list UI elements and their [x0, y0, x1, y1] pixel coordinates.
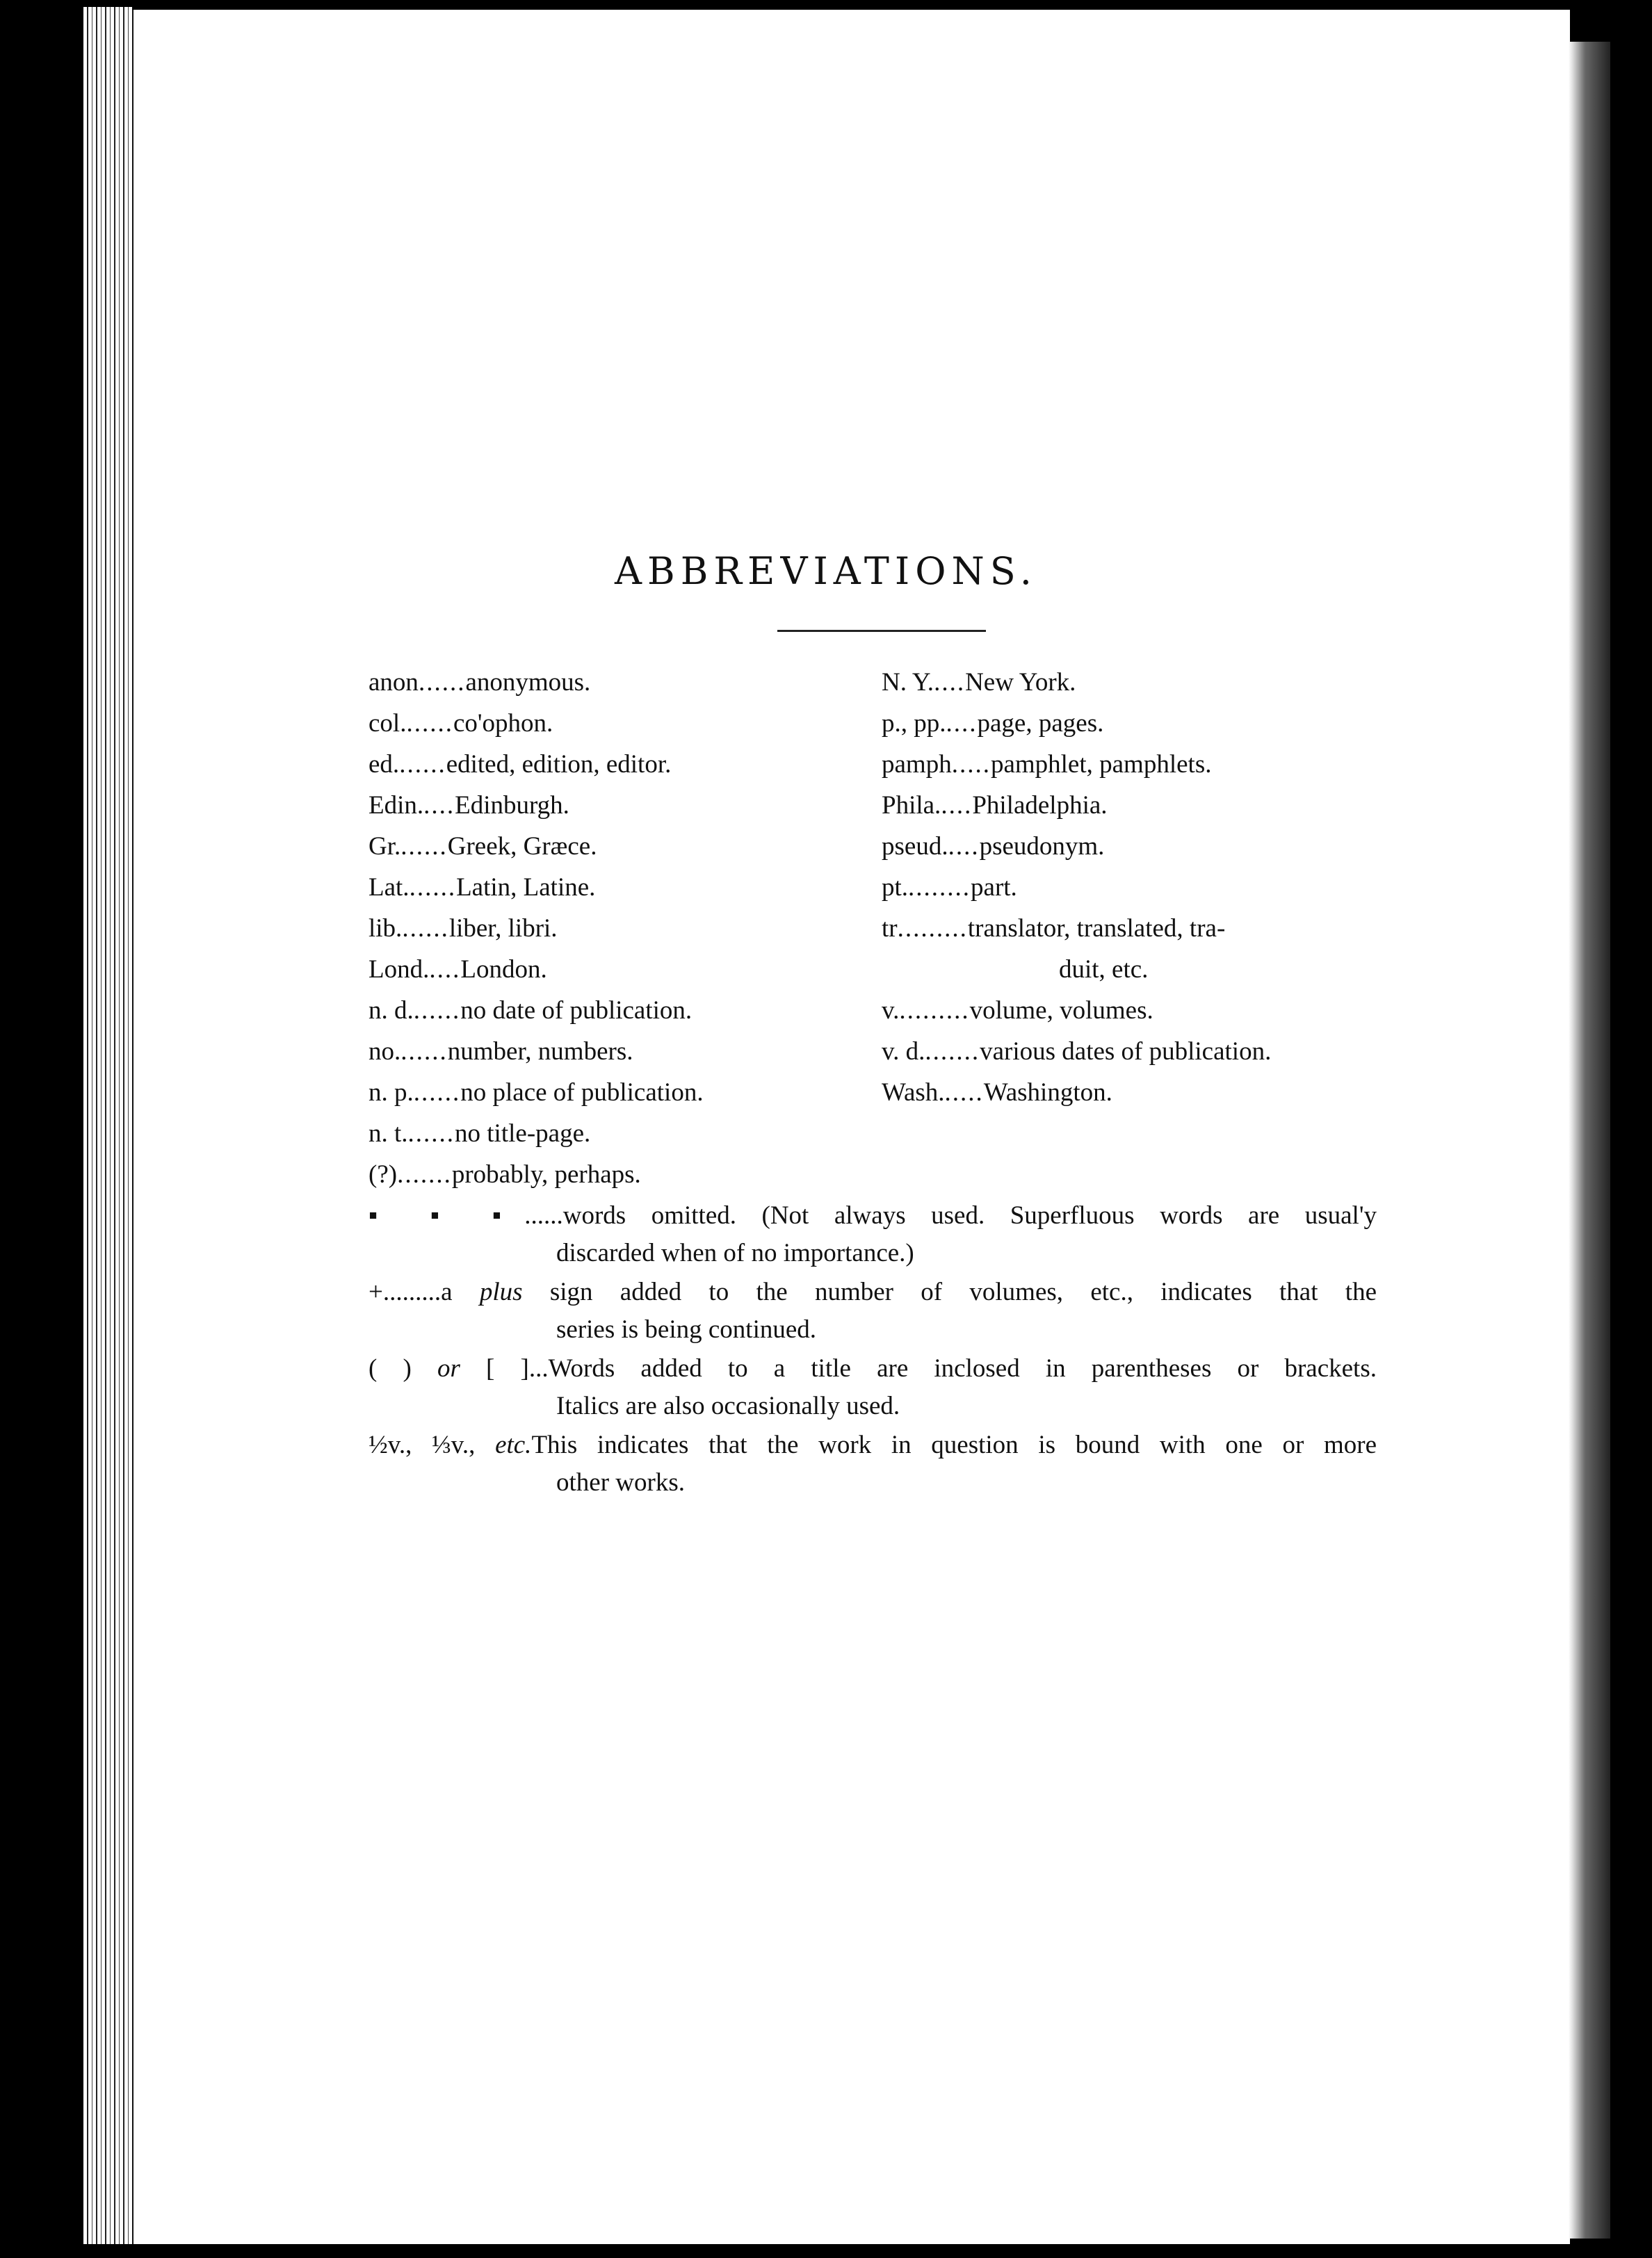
leader-dots: ......: [413, 996, 461, 1025]
abbreviation: pamph: [882, 750, 952, 779]
note-omitted-line1: [369, 1197, 1377, 1235]
note-bound: [369, 1427, 1377, 1502]
bracket-or: or: [437, 1354, 460, 1383]
bracket-marker-b: [ ]: [460, 1354, 529, 1383]
abbreviation: Edin.: [369, 791, 424, 820]
note-text: This indicates that the work in question is bound with one or more: [531, 1431, 1377, 1459]
leader-dots: ....: [946, 709, 978, 738]
leader-dots: ......: [409, 873, 457, 902]
abbreviation-meaning: London.: [460, 955, 547, 984]
leader-dots: ......: [406, 709, 453, 738]
abbreviation-entry: [369, 662, 813, 703]
abbreviation-meaning: pamphlet, pamphlets.: [990, 750, 1212, 779]
title-rule: [777, 630, 986, 632]
fraction-etc: etc.: [495, 1431, 532, 1459]
abbreviation-entry: [369, 1113, 813, 1154]
abbreviation-entry: [369, 1072, 813, 1113]
abbreviation-meaning: volume, volumes.: [969, 996, 1153, 1025]
abbreviation-entry: [882, 1072, 1382, 1113]
leader-dots: ....: [948, 832, 980, 861]
abbreviation-meaning: co'ophon.: [453, 709, 553, 738]
note-text-italic: plus: [479, 1278, 523, 1306]
abbreviation-entry: [882, 908, 1382, 949]
left-abbreviation-list: [369, 662, 813, 1195]
note-bound-line2: other works.: [556, 1468, 685, 1497]
leader-dots: ....: [934, 668, 966, 697]
note-dots: ......: [524, 1201, 563, 1230]
leader-dots: ......: [413, 1078, 461, 1107]
abbreviation-entry: [369, 1154, 813, 1195]
leader-dots: ......: [400, 1037, 448, 1066]
entry-continuation: duit, etc.: [1059, 955, 1149, 984]
abbreviation: lib.: [369, 914, 403, 943]
abbreviation: Gr.: [369, 832, 401, 861]
abbreviation-entry: [882, 1031, 1382, 1072]
abbreviation-meaning: pseudonym.: [979, 832, 1105, 861]
leader-dots: .......: [925, 1037, 980, 1066]
fraction-marker: ½v., ⅓v.,: [369, 1431, 496, 1459]
leader-dots: ......: [400, 832, 448, 861]
leader-dots: ......: [407, 1119, 455, 1148]
leader-dots: ......: [399, 750, 446, 779]
page-title: ABBREVIATIONS.: [615, 549, 1037, 593]
abbreviation-meaning: part.: [971, 873, 1017, 902]
abbreviation-entry: [369, 1031, 813, 1072]
note-brackets-line2: Italics are also occasionally used.: [556, 1392, 900, 1420]
abbreviation-meaning: Washington.: [983, 1078, 1112, 1107]
abbreviation-entry: [882, 703, 1382, 744]
note-dots: .........: [382, 1278, 442, 1306]
note-text: Words added to a title are inclosed in parentheses or brackets.: [548, 1354, 1377, 1383]
right-abbreviation-list: [882, 662, 1382, 1113]
abbreviation-meaning: edited, edition, editor.: [446, 750, 672, 779]
abbreviation-meaning: translator, translated, tra-: [967, 914, 1226, 943]
abbreviation-entry: [369, 826, 813, 867]
abbreviation: tr: [882, 914, 898, 943]
note-text: words omitted. (Not always used. Superfluous words are usual'y: [562, 1201, 1377, 1230]
abbreviation-meaning: Philadelphia.: [972, 791, 1108, 820]
note-plus-line2: series is being continued.: [556, 1315, 817, 1344]
abbreviation-entry: [369, 867, 813, 908]
abbreviation-entry: [882, 990, 1382, 1031]
note-brackets: [369, 1350, 1377, 1425]
leader-dots: ........: [908, 873, 971, 902]
abbreviation-meaning: liber, libri.: [448, 914, 558, 943]
abbreviation: (?): [369, 1160, 398, 1189]
plus-marker: +: [369, 1278, 383, 1306]
abbreviation: n. p.: [369, 1078, 414, 1107]
leader-dots: .......: [397, 1160, 452, 1189]
abbreviation: pt.: [882, 873, 909, 902]
abbreviation: Lat.: [369, 873, 410, 902]
abbreviation: anon: [369, 668, 419, 697]
abbreviation-meaning: Edinburgh.: [455, 791, 569, 820]
abbreviation-meaning: New York.: [965, 668, 1076, 697]
leader-dots: .........: [899, 996, 970, 1025]
leader-dots: ....: [941, 791, 973, 820]
leader-dots: .........: [897, 914, 968, 943]
abbreviation-entry: [369, 908, 813, 949]
note-omitted-line2: discarded when of no importance.): [556, 1239, 914, 1267]
leader-dots: .....: [944, 1078, 984, 1107]
note-plus-line1: [369, 1274, 1377, 1311]
bracket-marker: ( ): [369, 1354, 437, 1383]
abbreviation-meaning: no place of publication.: [460, 1078, 704, 1107]
leader-dots: ....: [429, 955, 461, 984]
abbreviation: Wash.: [882, 1078, 945, 1107]
note-bound-line1: [369, 1427, 1377, 1464]
abbreviation: col.: [369, 709, 407, 738]
note-text-pre: a: [441, 1278, 480, 1306]
abbreviation: N. Y.: [882, 668, 934, 697]
leader-dots: .....: [951, 750, 991, 779]
abbreviation-entry: [369, 949, 813, 990]
abbreviation: Lond.: [369, 955, 430, 984]
abbreviation: v.: [882, 996, 900, 1025]
page-sheet: [132, 10, 1570, 2244]
abbreviation-meaning: no title-page.: [455, 1119, 591, 1148]
abbreviation-entry: [369, 785, 813, 826]
abbreviation-entry: [369, 744, 813, 785]
abbreviation-meaning: Latin, Latine.: [456, 873, 596, 902]
abbreviation-meaning: page, pages.: [977, 709, 1104, 738]
abbreviation: no.: [369, 1037, 401, 1066]
note-brackets-line1: [369, 1350, 1377, 1388]
leader-dots: ......: [402, 914, 449, 943]
abbreviation: Phila.: [882, 791, 941, 820]
abbreviation: ed.: [369, 750, 400, 779]
abbreviation-meaning: number, numbers.: [447, 1037, 633, 1066]
abbreviation-meaning: no date of publication.: [460, 996, 693, 1025]
abbreviation-meaning: probably, perhaps.: [451, 1160, 641, 1189]
note-dots: ...: [528, 1354, 549, 1383]
abbreviation-entry: [369, 703, 813, 744]
abbreviation: n. d.: [369, 996, 414, 1025]
bullet-marker: ▪ ▪ ▪: [369, 1201, 525, 1230]
leader-dots: ......: [418, 668, 466, 697]
abbreviation-entry: [882, 662, 1382, 703]
abbreviation: p., pp.: [882, 709, 946, 738]
abbreviation-entry: [369, 990, 813, 1031]
leader-dots: ....: [423, 791, 455, 820]
abbreviation: v. d.: [882, 1037, 925, 1066]
abbreviation-meaning: Greek, Græce.: [447, 832, 597, 861]
abbreviation-entry: [882, 867, 1382, 908]
page-edges: [83, 7, 132, 2244]
note-text: sign added to the number of volumes, etc., indicates that the: [522, 1278, 1377, 1306]
abbreviation-entry: [882, 744, 1382, 785]
note-plus: [369, 1274, 1377, 1349]
abbreviation-entry: [882, 826, 1382, 867]
abbreviation: pseud.: [882, 832, 948, 861]
abbreviation-meaning: various dates of publication.: [980, 1037, 1272, 1066]
abbreviation-entry: [882, 785, 1382, 826]
abbreviation: n. t.: [369, 1119, 408, 1148]
abbreviation-meaning: anonymous.: [465, 668, 591, 697]
note-omitted: [369, 1197, 1377, 1272]
binding-shadow: [1569, 42, 1610, 2239]
